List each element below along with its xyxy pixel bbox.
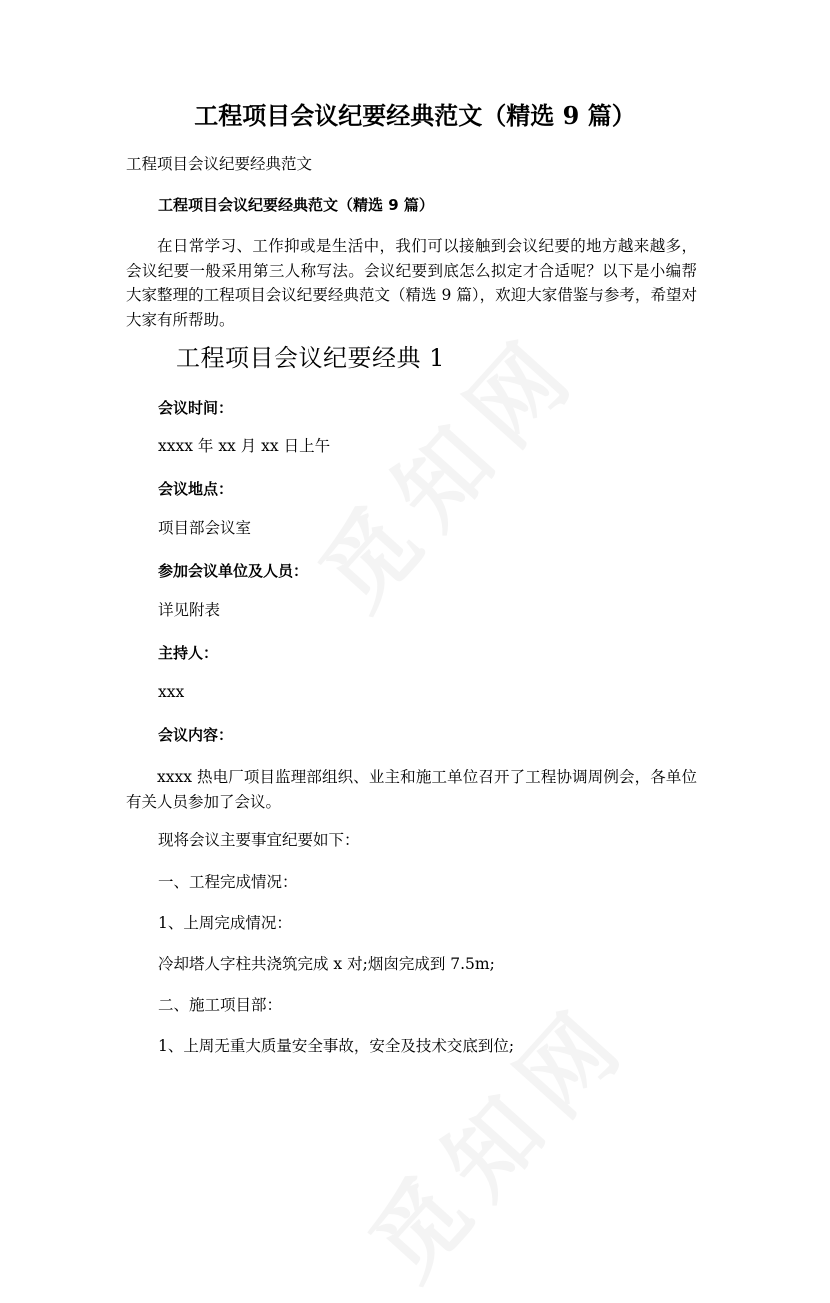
meeting-place-value: 项目部会议室 bbox=[158, 519, 252, 537]
list-item: 1、上周完成情况： bbox=[158, 914, 292, 932]
content-label: 会议内容： bbox=[158, 726, 234, 744]
meeting-time-value: xxxx 年 xx 月 xx 日上午 bbox=[158, 437, 331, 455]
section-heading: 工程项目会议纪要经典 1 bbox=[176, 344, 445, 372]
host-label: 主持人： bbox=[158, 644, 219, 662]
summary-line: 现将会议主要事宜纪要如下： bbox=[158, 831, 360, 849]
intro-paragraph: 在日常学习、工作抑或是生活中，我们可以接触到会议纪要的地方越来越多，会议纪要一般采用第三人称写法。会议纪要到底怎么拟定才合适呢？以下是小编帮大家整理的工程项目会议纪要经典范文（精选 9 篇），欢迎大家借鉴与参考，希望对大家有所帮助。 bbox=[126, 237, 697, 329]
document-title: 工程项目会议纪要经典范文（精选 9 篇） bbox=[194, 101, 636, 130]
watermark bbox=[336, 969, 655, 1303]
list-item: 1、上周无重大质量安全事故，安全及技术交底到位; bbox=[158, 1037, 515, 1055]
list-item: 二、施工项目部： bbox=[158, 996, 283, 1014]
list-item: 一、工程完成情况： bbox=[158, 873, 298, 891]
content-paragraph: xxxx 热电厂项目监理部组织、业主和施工单位召开了工程协调周例会，各单位有关人员参加了会议。 bbox=[126, 768, 697, 811]
attendees-label: 参加会议单位及人员： bbox=[158, 562, 309, 580]
attendees-value: 详见附表 bbox=[158, 601, 221, 619]
subtitle-bold: 工程项目会议纪要经典范文（精选 9 篇） bbox=[158, 196, 434, 214]
list-item: 冷却塔人字柱共浇筑完成 x 对;烟囱完成到 7.5m; bbox=[158, 955, 495, 973]
subtitle-plain: 工程项目会议纪要经典范文 bbox=[126, 155, 313, 173]
host-value: xxx bbox=[158, 683, 185, 701]
meeting-place-label: 会议地点： bbox=[158, 480, 234, 498]
meeting-time-label: 会议时间： bbox=[158, 399, 234, 417]
